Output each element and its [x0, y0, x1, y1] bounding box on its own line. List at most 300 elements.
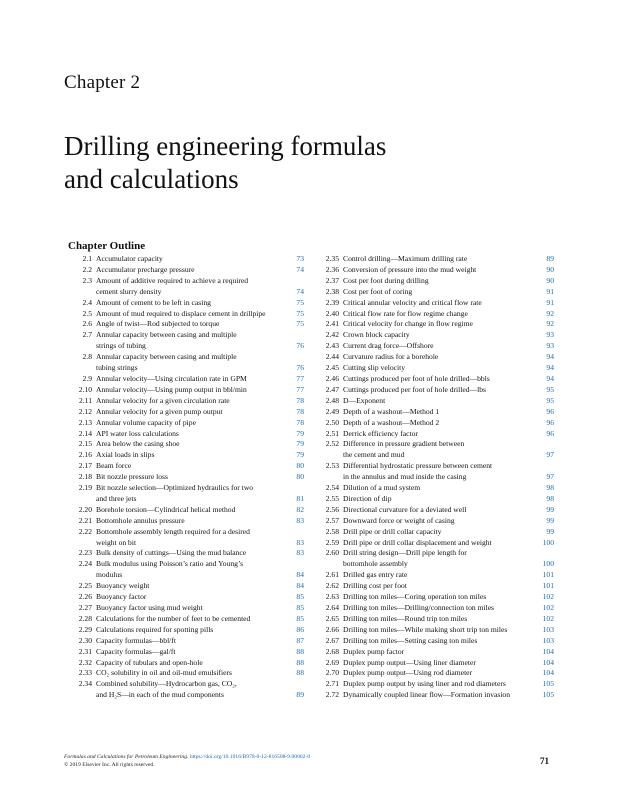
entry-page-link[interactable]: 91: [546, 297, 554, 307]
entry-number: 2.71: [325, 679, 339, 689]
chapter-title-line-2: and calculations: [64, 164, 239, 194]
footer-copyright: © 2019 Elsevier Inc. All rights reserved.: [64, 762, 155, 768]
entry-number: 2.40: [325, 308, 339, 318]
outline-entry[interactable]: [70, 396, 304, 407]
outline-entry[interactable]: [70, 374, 304, 385]
entry-number: 2.56: [325, 504, 339, 514]
entry-page-link[interactable]: 102: [542, 613, 554, 623]
outline-entry[interactable]: [70, 265, 304, 276]
outline-entry[interactable]: [70, 516, 304, 527]
entry-title: Depth of a washout—Method 2: [343, 417, 440, 427]
entry-number: 2.13: [78, 417, 92, 427]
entry-title: Drilling ton miles—Coring operation ton miles: [343, 592, 487, 602]
entry-title: Buoyancy weight: [96, 581, 150, 591]
outline-entry[interactable]: [317, 516, 554, 527]
entry-title: Area below the casing shoe: [96, 439, 180, 449]
entry-number: 2.68: [325, 646, 339, 656]
entry-title: Calculations required for spotting pills: [96, 624, 214, 634]
entry-number: 2.28: [78, 613, 92, 623]
entry-page-link[interactable]: 73: [296, 254, 304, 263]
entry-title: in the annulus and mud inside the casing: [343, 472, 467, 482]
entry-page-link[interactable]: 76: [296, 341, 304, 351]
outline-entry[interactable]: [70, 636, 304, 647]
entry-page-link[interactable]: 98: [546, 493, 554, 503]
entry-number: 2.49: [325, 406, 339, 416]
page-number: 71: [540, 756, 549, 766]
entry-page-link[interactable]: 81: [296, 493, 304, 503]
entry-title: D—Exponent: [343, 395, 386, 405]
entry-title: Critical velocity for change in flow regime: [343, 319, 473, 329]
entry-title: Amount of mud required to displace cement in drillpipe: [96, 308, 266, 318]
entry-page-link[interactable]: 94: [546, 363, 554, 373]
entry-title: Buoyancy factor: [96, 592, 147, 602]
entry-number: 2.47: [325, 384, 339, 394]
outline-entry[interactable]: [317, 439, 554, 461]
outline-entry[interactable]: [317, 287, 554, 298]
outline-entry[interactable]: [317, 538, 554, 549]
entry-number: 2.5: [82, 308, 92, 318]
entry-number: 2.11: [78, 395, 92, 405]
entry-title: Bit nozzle pressure loss: [96, 472, 168, 482]
outline-entry[interactable]: [317, 625, 554, 636]
entry-page-link[interactable]: 83: [296, 548, 304, 558]
outline-entry[interactable]: [70, 614, 304, 625]
entry-page-link[interactable]: 78: [296, 406, 304, 416]
entry-page-link[interactable]: 93: [546, 330, 554, 340]
outline-entry[interactable]: [317, 341, 554, 352]
entry-number: 2.57: [325, 515, 339, 525]
entry-number: 2.70: [325, 668, 339, 678]
entry-title: Duplex pump factor: [343, 646, 405, 656]
entry-number: 2.42: [325, 330, 339, 340]
entry-title: cement slurry density: [96, 286, 162, 296]
entry-title: Derrick efficiency factor: [343, 428, 418, 438]
entry-page-link[interactable]: 88: [296, 668, 304, 678]
outline-entry[interactable]: [317, 592, 554, 603]
entry-title: Annular velocity—Using pump output in bbl/min: [96, 384, 247, 394]
entry-title: Bulk density of cuttings—Using the mud balance: [96, 548, 247, 558]
entry-page-link[interactable]: 95: [546, 395, 554, 405]
entry-number: 2.37: [325, 275, 339, 285]
chapter-label: Chapter 2: [64, 72, 141, 93]
entry-page-link[interactable]: 102: [542, 592, 554, 602]
entry-page-link[interactable]: 104: [542, 668, 554, 678]
outline-entry[interactable]: [317, 352, 554, 363]
entry-page-link[interactable]: 83: [296, 515, 304, 525]
entry-title: Cuttings produced per foot of hole drilled—lbs: [343, 384, 486, 394]
entry-page-link[interactable]: 90: [546, 275, 554, 285]
entry-page-link[interactable]: 80: [296, 472, 304, 482]
entry-number: 2.61: [325, 570, 339, 580]
entry-number: 2.60: [325, 548, 339, 558]
entry-title: Cuttings produced per foot of hole drilled—bbls: [343, 373, 490, 383]
entry-page-link[interactable]: 89: [546, 254, 554, 263]
entry-number: 2.41: [325, 319, 339, 329]
outline-entry[interactable]: [70, 461, 304, 472]
entry-number: 2.43: [325, 341, 339, 351]
entry-page-link[interactable]: 83: [296, 537, 304, 547]
outline-entry[interactable]: [70, 527, 304, 549]
outline-entry[interactable]: [317, 265, 554, 276]
outline-entry[interactable]: [70, 298, 304, 309]
entry-number: 2.19: [78, 483, 92, 493]
outline-entry[interactable]: [70, 352, 304, 374]
entry-page-link[interactable]: 88: [296, 646, 304, 656]
entry-title: Capacity formulas—bbl/ft: [96, 635, 176, 645]
outline-entry[interactable]: [70, 472, 304, 483]
entry-title: the cement and mud: [343, 450, 405, 460]
outline-entry[interactable]: [317, 603, 554, 614]
entry-page-link[interactable]: 88: [296, 657, 304, 667]
entry-page-link[interactable]: 79: [296, 428, 304, 438]
entry-title: Drill string design—Drill pipe length for: [343, 548, 467, 558]
entry-number: 2.59: [325, 537, 339, 547]
entry-number: 2.29: [78, 624, 92, 634]
entry-title: Downward force or weight of casing: [343, 515, 455, 525]
entry-title: Drilling ton miles—While making short trip ton miles: [343, 624, 508, 634]
outline-heading: Chapter Outline: [68, 240, 146, 252]
entry-number: 2.30: [78, 635, 92, 645]
entry-title: Depth of a washout—Method 1: [343, 406, 440, 416]
outline-entry[interactable]: [70, 319, 304, 330]
outline-entry[interactable]: [317, 385, 554, 396]
outline-right-column: [317, 254, 554, 701]
outline-entry[interactable]: [317, 668, 554, 679]
entry-title: Capacity of tubulars and open-hole: [96, 657, 203, 667]
entry-title: bottomhole assembly: [343, 559, 408, 569]
entry-page-link[interactable]: 77: [296, 373, 304, 383]
entry-title: Combined solubility—Hydrocarbon gas, CO₂,: [96, 679, 237, 689]
entry-number: 2.46: [325, 373, 339, 383]
entry-title: Dilution of a mud system: [343, 483, 421, 493]
outline-entry[interactable]: [70, 505, 304, 516]
outline-entry[interactable]: [317, 636, 554, 647]
entry-number: 2.27: [78, 603, 92, 612]
entry-title: Annular velocity—Using circulation rate in GPM: [96, 373, 247, 383]
entry-title: CO₂ solubility in oil and oil-mud emulsifiers: [96, 668, 232, 678]
entry-page-link[interactable]: 84: [296, 581, 304, 591]
entry-page-link[interactable]: 75: [296, 319, 304, 329]
entry-number: 2.53: [325, 461, 339, 471]
entry-page-link[interactable]: 85: [296, 603, 304, 612]
entry-number: 2.52: [325, 439, 339, 449]
entry-page-link[interactable]: 99: [546, 526, 554, 536]
entry-title: Buoyancy factor using mud weight: [96, 603, 203, 612]
entry-page-link[interactable]: 104: [542, 646, 554, 656]
entry-number: 2.17: [78, 461, 92, 471]
entry-number: 2.69: [325, 657, 339, 667]
entry-page-link[interactable]: 90: [546, 264, 554, 274]
entry-page-link[interactable]: 105: [542, 690, 554, 700]
entry-number: 2.65: [325, 613, 339, 623]
entry-number: 2.20: [78, 504, 92, 514]
entry-number: 2.62: [325, 581, 339, 591]
outline-entry[interactable]: [317, 494, 554, 505]
entry-title: Capacity formulas—gal/ft: [96, 646, 176, 656]
outline-entry[interactable]: [317, 690, 554, 701]
outline-entry[interactable]: [317, 298, 554, 309]
entry-number: 2.44: [325, 352, 339, 362]
entry-title: Axial loads in slips: [96, 450, 155, 460]
entry-number: 2.14: [78, 428, 92, 438]
entry-number: 2.38: [325, 286, 339, 296]
entry-page-link[interactable]: 101: [542, 581, 554, 591]
entry-number: 2.31: [78, 646, 92, 656]
outline-entry[interactable]: [317, 614, 554, 625]
entry-page-link[interactable]: 99: [546, 504, 554, 514]
entry-page-link[interactable]: 96: [546, 406, 554, 416]
entry-title: Critical annular velocity and critical flow rate: [343, 297, 482, 307]
entry-title: Difference in pressure gradient between: [343, 439, 465, 449]
entry-number: 2.10: [78, 384, 92, 394]
entry-title: Accumulator precharge pressure: [96, 264, 195, 274]
entry-title: Bottomhole assembly length required for a desired: [96, 526, 250, 536]
entry-page-link[interactable]: 75: [296, 297, 304, 307]
entry-number: 2.18: [78, 472, 92, 482]
outline-entry[interactable]: [317, 396, 554, 407]
outline-entry[interactable]: [317, 319, 554, 330]
outline-entry[interactable]: [317, 570, 554, 581]
entry-number: 2.2: [82, 264, 92, 274]
entry-page-link[interactable]: 87: [296, 635, 304, 645]
entry-page-link[interactable]: 101: [542, 570, 554, 580]
outline-entry[interactable]: [317, 276, 554, 287]
entry-page-link[interactable]: 80: [296, 461, 304, 471]
outline-entry[interactable]: [317, 374, 554, 385]
entry-page-link[interactable]: 74: [296, 286, 304, 296]
entry-title: strings of tubing: [96, 341, 146, 351]
entry-title: Differential hydrostatic pressure between cement: [343, 461, 493, 471]
entry-page-link[interactable]: 103: [542, 624, 554, 634]
entry-title: tubing strings: [96, 363, 138, 373]
outline-entry[interactable]: [317, 461, 554, 483]
entry-page-link[interactable]: 92: [546, 319, 554, 329]
entry-number: 2.24: [78, 559, 92, 569]
entry-page-link[interactable]: 94: [546, 373, 554, 383]
entry-title: Drilling ton miles—Round trip ton miles: [343, 613, 468, 623]
outline-entry[interactable]: [317, 548, 554, 570]
outline-entry[interactable]: [317, 254, 554, 265]
entry-number: 2.12: [78, 406, 92, 416]
entry-number: 2.6: [82, 319, 92, 329]
entry-title: Borehole torsion—Cylindrical helical method: [96, 504, 236, 514]
outline-entry[interactable]: [70, 450, 304, 461]
chapter-title-line-1: Drilling engineering formulas: [64, 131, 387, 161]
outline-entry[interactable]: [70, 407, 304, 418]
entry-title: Duplex pump output—Using liner diameter: [343, 657, 476, 667]
entry-title: Annular capacity between casing and multiple: [96, 330, 237, 340]
outline-entry[interactable]: [70, 385, 304, 396]
entry-number: 2.23: [78, 548, 92, 558]
entry-page-link[interactable]: 92: [546, 308, 554, 318]
entry-page-link[interactable]: 103: [542, 635, 554, 645]
entry-number: 2.1: [82, 254, 92, 263]
entry-title: Drilling cost per foot: [343, 581, 407, 591]
entry-page-link[interactable]: 89: [296, 690, 304, 700]
entry-number: 2.63: [325, 592, 339, 602]
entry-number: 2.51: [325, 428, 339, 438]
entry-page-link[interactable]: 95: [546, 384, 554, 394]
outline-entry[interactable]: [317, 418, 554, 429]
footer-citation: [64, 754, 310, 760]
outline-entry[interactable]: [70, 658, 304, 669]
entry-title: Crown block capacity: [343, 330, 410, 340]
doi-link[interactable]: https://doi.org/10.1016/B978-0-12-816508-9.00002-0: [189, 754, 311, 760]
entry-title: Accumulator capacity: [96, 254, 163, 263]
entry-title: Bit nozzle selection—Optimized hydraulics for two: [96, 483, 254, 493]
outline-entry[interactable]: [70, 559, 304, 581]
entry-title: Calculations for the number of feet to be cemented: [96, 613, 251, 623]
entry-page-link[interactable]: 78: [296, 395, 304, 405]
entry-page-link[interactable]: 91: [546, 286, 554, 296]
entry-page-link[interactable]: 85: [296, 592, 304, 602]
entry-title: Annular velocity for a given circulation rate: [96, 395, 230, 405]
entry-page-link[interactable]: 78: [296, 417, 304, 427]
outline-entry[interactable]: [70, 418, 304, 429]
entry-page-link[interactable]: 105: [542, 679, 554, 689]
entry-title: Critical flow rate for flow regime change: [343, 308, 468, 318]
entry-title: Direction of dip: [343, 493, 392, 503]
outline-entry[interactable]: [317, 647, 554, 658]
entry-title: Duplex pump output by using liner and rod diameters: [343, 679, 506, 689]
outline-entry[interactable]: [70, 548, 304, 559]
entry-page-link[interactable]: 86: [296, 624, 304, 634]
entry-title: Current drag force—Offshore: [343, 341, 434, 351]
entry-number: 2.32: [78, 657, 92, 667]
entry-page-link[interactable]: 98: [546, 483, 554, 493]
entry-number: 2.55: [325, 493, 339, 503]
entry-number: 2.67: [325, 635, 339, 645]
outline-entry[interactable]: [70, 679, 304, 701]
entry-title: Curvature radius for a borehole: [343, 352, 439, 362]
entry-page-link[interactable]: 102: [542, 603, 554, 612]
entry-title: and three jets: [96, 493, 137, 503]
outline-entry[interactable]: [70, 483, 304, 505]
entry-title: Cost per foot during drilling: [343, 275, 429, 285]
entry-title: Bottomhole annulus pressure: [96, 515, 185, 525]
outline-entry[interactable]: [70, 603, 304, 614]
entry-title: Drilling ton miles—Setting casing ton miles: [343, 635, 478, 645]
outline-entry[interactable]: [317, 527, 554, 538]
entry-page-link[interactable]: 94: [546, 352, 554, 362]
entry-page-link[interactable]: 100: [542, 537, 554, 547]
entry-number: 2.16: [78, 450, 92, 460]
entry-number: 2.7: [82, 330, 92, 340]
entry-title: API water loss calculations: [96, 428, 179, 438]
outline-entry[interactable]: [70, 592, 304, 603]
entry-title: weight on bit: [96, 537, 137, 547]
entry-page-link[interactable]: 96: [546, 417, 554, 427]
entry-title: Amount of cement to be left in casing: [96, 297, 211, 307]
entry-number: 2.36: [325, 264, 339, 274]
entry-title: Drilling ton miles—Drilling/connection ton miles: [343, 603, 495, 612]
outline-entry[interactable]: [317, 407, 554, 418]
entry-title: Cutting slip velocity: [343, 363, 406, 373]
entry-page-link[interactable]: 100: [542, 559, 554, 569]
outline-entry[interactable]: [70, 439, 304, 450]
outline-entry[interactable]: [70, 330, 304, 352]
entry-number: 2.45: [325, 363, 339, 373]
entry-number: 2.54: [325, 483, 339, 493]
entry-page-link[interactable]: 96: [546, 428, 554, 438]
entry-title: Drill pipe or drill collar displacement and weight: [343, 537, 492, 547]
outline-entry[interactable]: [70, 581, 304, 592]
entry-title: Amount of additive required to achieve a required: [96, 275, 249, 285]
entry-page-link[interactable]: 79: [296, 439, 304, 449]
entry-title: Cost per foot of coring: [343, 286, 413, 296]
outline-entry[interactable]: [317, 658, 554, 669]
outline-entry[interactable]: [317, 330, 554, 341]
entry-number: 2.9: [82, 373, 92, 383]
entry-number: 2.33: [78, 668, 92, 678]
outline-entry[interactable]: [70, 309, 304, 320]
entry-title: modulus: [96, 570, 123, 580]
entry-page-link[interactable]: 79: [296, 450, 304, 460]
outline-entry[interactable]: [317, 483, 554, 494]
outline-entry[interactable]: [317, 679, 554, 690]
entry-number: 2.8: [82, 352, 92, 362]
outline-entry[interactable]: [317, 505, 554, 516]
entry-page-link[interactable]: 97: [546, 472, 554, 482]
entry-title: Directional curvature for a deviated well: [343, 504, 467, 514]
entry-number: 2.3: [82, 275, 92, 285]
entry-number: 2.21: [78, 515, 92, 525]
outline-entry[interactable]: [70, 625, 304, 636]
entry-number: 2.35: [325, 254, 339, 263]
entry-number: 2.64: [325, 603, 339, 612]
outline-entry[interactable]: [317, 363, 554, 374]
outline-entry[interactable]: [70, 254, 304, 265]
entry-number: 2.15: [78, 439, 92, 449]
entry-title: Annular volume capacity of pipe: [96, 417, 196, 427]
entry-page-link[interactable]: 75: [296, 308, 304, 318]
entry-title: and H₂S—in each of the mud components: [96, 690, 224, 700]
entry-page-link[interactable]: 97: [546, 450, 554, 460]
outline-entry[interactable]: [317, 309, 554, 320]
outline-left-column: [70, 254, 304, 701]
entry-title: Bulk modulus using Poisson’s ratio and Young’s: [96, 559, 244, 569]
entry-number: 2.26: [78, 592, 92, 602]
entry-page-link[interactable]: 104: [542, 657, 554, 667]
entry-page-link[interactable]: 76: [296, 363, 304, 373]
entry-page-link[interactable]: 74: [296, 264, 304, 274]
outline-entry[interactable]: [317, 429, 554, 440]
entry-page-link[interactable]: 99: [546, 515, 554, 525]
outline-entry[interactable]: [70, 668, 304, 679]
outline-entry[interactable]: [70, 429, 304, 440]
entry-page-link[interactable]: 77: [296, 384, 304, 394]
book-title: Formulas and Calculations for Petroleum Engineering.: [64, 754, 189, 760]
entry-title: Annular velocity for a given pump output: [96, 406, 223, 416]
entry-page-link[interactable]: 85: [296, 613, 304, 623]
chapter-title: [64, 130, 544, 196]
entry-page-link[interactable]: 82: [296, 504, 304, 514]
outline-entry[interactable]: [70, 647, 304, 658]
entry-page-link[interactable]: 84: [296, 570, 304, 580]
entry-title: Duplex pump output—Using rod diameter: [343, 668, 473, 678]
entry-title: Dynamically coupled linear flow—Formation invasion: [343, 690, 511, 700]
entry-number: 2.72: [325, 690, 339, 700]
entry-page-link[interactable]: 93: [546, 341, 554, 351]
entry-number: 2.50: [325, 417, 339, 427]
entry-title: Conversion of pressure into the mud weight: [343, 264, 477, 274]
entry-number: 2.4: [82, 297, 92, 307]
outline-entry[interactable]: [317, 581, 554, 592]
outline-entry[interactable]: [70, 276, 304, 298]
entry-title: Drill pipe or drill collar capacity: [343, 526, 442, 536]
entry-title: Control drilling—Maximum drilling rate: [343, 254, 468, 263]
entry-number: 2.22: [78, 526, 92, 536]
